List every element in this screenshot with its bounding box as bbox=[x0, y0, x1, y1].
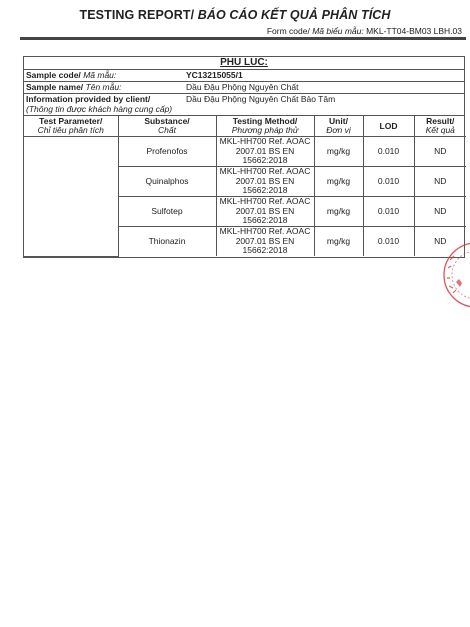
result-cell: ND bbox=[414, 197, 466, 227]
report-title-vi: BÁO CÁO KẾT QUẢ PHÂN TÍCH bbox=[197, 8, 391, 22]
substance-cell: Thionazin bbox=[118, 227, 216, 257]
unit-cell: mg/kg bbox=[314, 197, 363, 227]
unit-cell: mg/kg bbox=[314, 137, 363, 167]
sample-name-value: Dầu Đậu Phộng Nguyên Chất bbox=[186, 82, 299, 92]
substance-cell: Sulfotep bbox=[118, 197, 216, 227]
sample-code-label-en: Sample code/ bbox=[26, 70, 81, 80]
sample-name-label-en: Sample name/ bbox=[26, 82, 84, 92]
unit-cell: mg/kg bbox=[314, 227, 363, 257]
parameter-cell bbox=[24, 137, 118, 257]
result-cell: ND bbox=[414, 167, 466, 197]
client-label-vi: (Thông tin được khách hàng cung cấp) bbox=[26, 104, 173, 114]
unit-cell: mg/kg bbox=[314, 167, 363, 197]
result-cell: ND bbox=[414, 227, 466, 257]
form-code-label-en: Form code/ bbox=[266, 26, 310, 36]
client-label-en: Information provided by client/ bbox=[26, 94, 151, 104]
substance-cell: Quinalphos bbox=[118, 167, 216, 197]
lod-cell: 0.010 bbox=[363, 227, 414, 257]
client-info-row bbox=[24, 94, 464, 116]
client-value: Dầu Đậu Phộng Nguyên Chất Bảo Tâm bbox=[186, 94, 336, 104]
table-header-row bbox=[24, 116, 466, 137]
header-rule bbox=[20, 37, 466, 40]
lod-cell: 0.010 bbox=[363, 137, 414, 167]
sample-code-value: YC13215055/1 bbox=[186, 70, 243, 80]
appendix-sheet bbox=[23, 56, 465, 258]
method-cell: MKL-HH700 Ref. AOAC 2007.01 BS EN 15662:2018 bbox=[216, 167, 314, 197]
method-cell: MKL-HH700 Ref. AOAC 2007.01 BS EN 15662:2018 bbox=[216, 227, 314, 257]
report-title bbox=[0, 8, 470, 22]
lod-cell: 0.010 bbox=[363, 197, 414, 227]
col-header-parameter: Test Parameter/ Chỉ tiêu phân tích bbox=[24, 116, 118, 137]
lod-cell: 0.010 bbox=[363, 167, 414, 197]
method-cell: MKL-HH700 Ref. AOAC 2007.01 BS EN 15662:2018 bbox=[216, 137, 314, 167]
col-header-method: Testing Method/ Phương pháp thử bbox=[216, 116, 314, 137]
sample-code-label-vi: Mã mẫu: bbox=[83, 70, 117, 80]
sample-name-row bbox=[24, 82, 464, 94]
form-code-value: MKL-TT04-BM03 LBH.03 bbox=[366, 26, 462, 36]
col-header-result: Result/ Kết quả bbox=[414, 116, 466, 137]
col-header-unit: Unit/ Đơn vị bbox=[314, 116, 363, 137]
report-title-en: TESTING REPORT/ bbox=[79, 8, 195, 22]
sample-name-label-vi: Tên mẫu: bbox=[85, 82, 122, 92]
result-cell: ND bbox=[414, 137, 466, 167]
col-header-substance: Substance/ Chất bbox=[118, 116, 216, 137]
stamp-seal-icon bbox=[436, 238, 470, 312]
form-code-label-vi: Mã biểu mẫu: bbox=[312, 26, 364, 36]
table-row bbox=[24, 137, 466, 167]
method-cell: MKL-HH700 Ref. AOAC 2007.01 BS EN 15662:2018 bbox=[216, 197, 314, 227]
appendix-title: PHU LUC: bbox=[24, 57, 464, 70]
results-table bbox=[24, 116, 466, 257]
sample-code-row bbox=[24, 70, 464, 82]
form-code bbox=[267, 26, 462, 36]
col-header-lod: LOD bbox=[363, 116, 414, 137]
substance-cell: Profenofos bbox=[118, 137, 216, 167]
